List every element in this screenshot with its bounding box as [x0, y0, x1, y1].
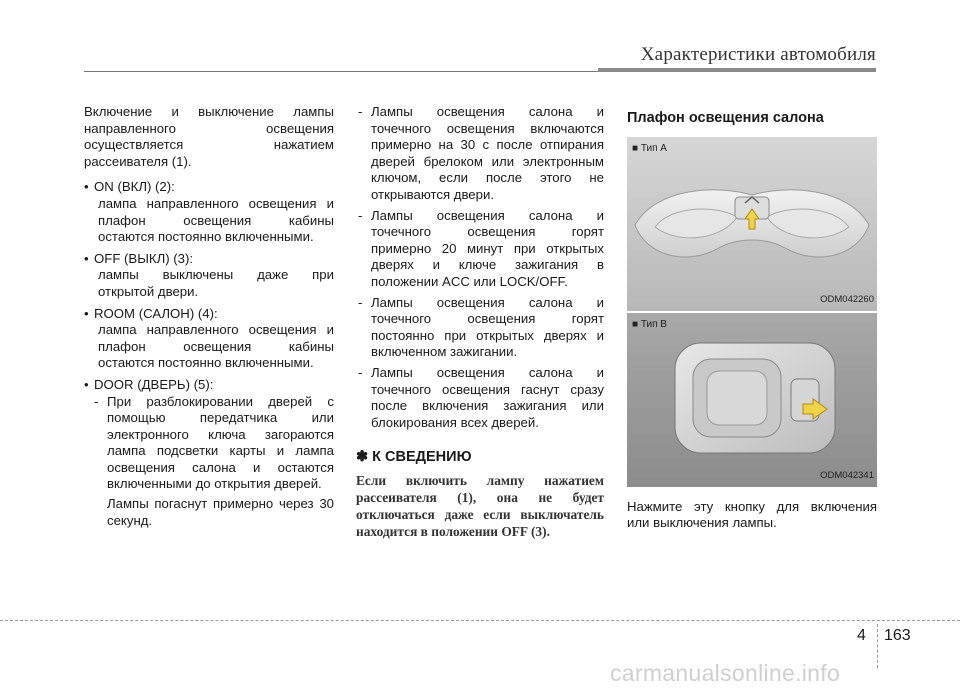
dash-line: примерно 20 минут при открытых — [371, 240, 604, 256]
figure-type-a — [627, 137, 877, 311]
bullet-line: плафон освещения кабины — [98, 212, 334, 228]
figure-type-b — [627, 313, 877, 487]
dash-line: Лампы освещения салона и — [371, 104, 604, 119]
dash-line: Лампы освещения салона и — [371, 364, 604, 380]
bullet-label: • ROOM (САЛОН) (4): — [94, 305, 218, 321]
bullet-label: • DOOR (ДВЕРЬ) (5): — [94, 376, 214, 392]
dash-line: Лампы освещения салона и — [371, 207, 604, 223]
dash-line: постоянно при открытых дверях и — [371, 327, 604, 343]
dash-line: ключом, если после этого не — [371, 170, 604, 186]
dash-line: При разблокировании дверей с — [107, 393, 334, 409]
dash-line: точечного освещения включаются — [371, 120, 604, 136]
dash-mark: - — [358, 294, 363, 310]
figure-tag: ■ Тип A — [632, 142, 667, 154]
bullet-line: лампы выключены даже при — [98, 267, 334, 283]
dash-mark: - — [358, 364, 363, 380]
bullet-room-text — [84, 322, 334, 372]
bullet-line: остаются постоянно включенными. — [98, 229, 314, 245]
dash-line: примерно на 30 с после отпирания — [371, 137, 604, 153]
dash-item — [356, 104, 604, 204]
dash-line: блокирования всех дверей. — [371, 414, 539, 430]
caption-line: или выключения лампы. — [627, 515, 777, 531]
dash-item — [356, 208, 604, 291]
dash-line: положении ACC или LOCK/OFF. — [371, 273, 568, 289]
section-number: 4 — [857, 627, 866, 644]
bullet-door — [84, 377, 334, 394]
header-bar — [598, 68, 876, 72]
dash-item — [356, 365, 604, 431]
note-title: ✽ К СВЕДЕНИЮ — [356, 449, 472, 466]
dash-mark: - — [94, 393, 99, 409]
bullet-line: плафон освещения кабины — [98, 338, 334, 354]
figure-code: ODM042341 — [820, 470, 874, 481]
bullet-line: лампа направленного освещения и — [98, 195, 334, 211]
dash-line: секунд. — [107, 512, 153, 528]
note-line: отключаться даже если выключатель — [356, 506, 604, 522]
dome-lamp-b-illustration — [627, 313, 877, 487]
note-line: находится в положении OFF (3). — [356, 523, 550, 539]
dash-line: дверей брелоком или электронным — [371, 153, 604, 169]
section-heading: Плафон освещения салона — [627, 110, 824, 126]
intro-line: рассеивателя (1). — [84, 153, 192, 169]
note-body — [356, 472, 604, 540]
bullet-on — [84, 179, 334, 196]
column-1 — [84, 104, 334, 533]
watermark: carmanualsonline.info — [610, 660, 841, 686]
page-number: 163 — [884, 627, 911, 644]
door-sub-item — [92, 394, 334, 530]
intro-line: Включение и выключение лампы — [84, 104, 334, 119]
bullet-room — [84, 306, 334, 323]
dash-line: Лампы освещения салона и — [371, 294, 604, 310]
bullet-label: • ON (ВКЛ) (2): — [94, 179, 175, 195]
dash-line: дверях и ключе зажигания в — [371, 257, 604, 273]
bullet-off-text — [84, 267, 334, 300]
dash-line: Лампы погаснут примерно через 30 — [107, 496, 334, 512]
dash-item — [356, 295, 604, 361]
dash-line: включенном зажигании. — [371, 344, 518, 360]
footer-divider — [877, 624, 878, 668]
bullet-line: остаются постоянно включенными. — [98, 355, 314, 371]
bullet-label: • OFF (ВЫКЛ) (3): — [94, 250, 194, 266]
column-3 — [627, 110, 877, 532]
bullet-line: лампа направленного освещения и — [98, 322, 334, 338]
dash-line: лампа подсветки карты и лампа — [107, 443, 334, 459]
note-line: Если включить лампу нажатием — [356, 472, 604, 488]
bullet-on-text — [84, 196, 334, 246]
intro-line: направленного освещения — [84, 120, 334, 136]
dash-line: освещения салона и остаются — [107, 459, 334, 475]
figure-caption — [627, 499, 877, 532]
dash-mark: - — [358, 207, 363, 223]
column-2 — [356, 104, 604, 540]
dash-line: помощью передатчика или — [107, 410, 334, 426]
dome-lamp-a-illustration — [627, 137, 877, 311]
dash-line: точечного освещения гаснут сразу — [371, 381, 604, 397]
caption-line: Нажмите эту кнопку для включения — [627, 498, 877, 514]
dash-line: после включения зажигания или — [371, 398, 604, 414]
dash-line: открываются двери. — [371, 186, 495, 202]
footer-rule — [0, 620, 960, 621]
bullet-off — [84, 251, 334, 268]
dash-line: электронного ключа загораются — [107, 426, 334, 442]
dash-line: включенными до открытия дверей. — [107, 476, 322, 492]
dash-line: точечного освещения горят — [371, 224, 604, 240]
figure-tag: ■ Тип B — [632, 318, 667, 330]
note-line: рассеивателя (1), она не будет — [356, 489, 604, 505]
dash-mark: - — [358, 104, 363, 119]
dash-line: точечного освещения горят — [371, 311, 604, 327]
bullet-line: открытой двери. — [98, 283, 199, 299]
figure-code: ODM042260 — [820, 294, 874, 305]
intro-line: осуществляется нажатием — [84, 137, 334, 153]
header-title: Характеристики автомобиля — [640, 44, 876, 65]
